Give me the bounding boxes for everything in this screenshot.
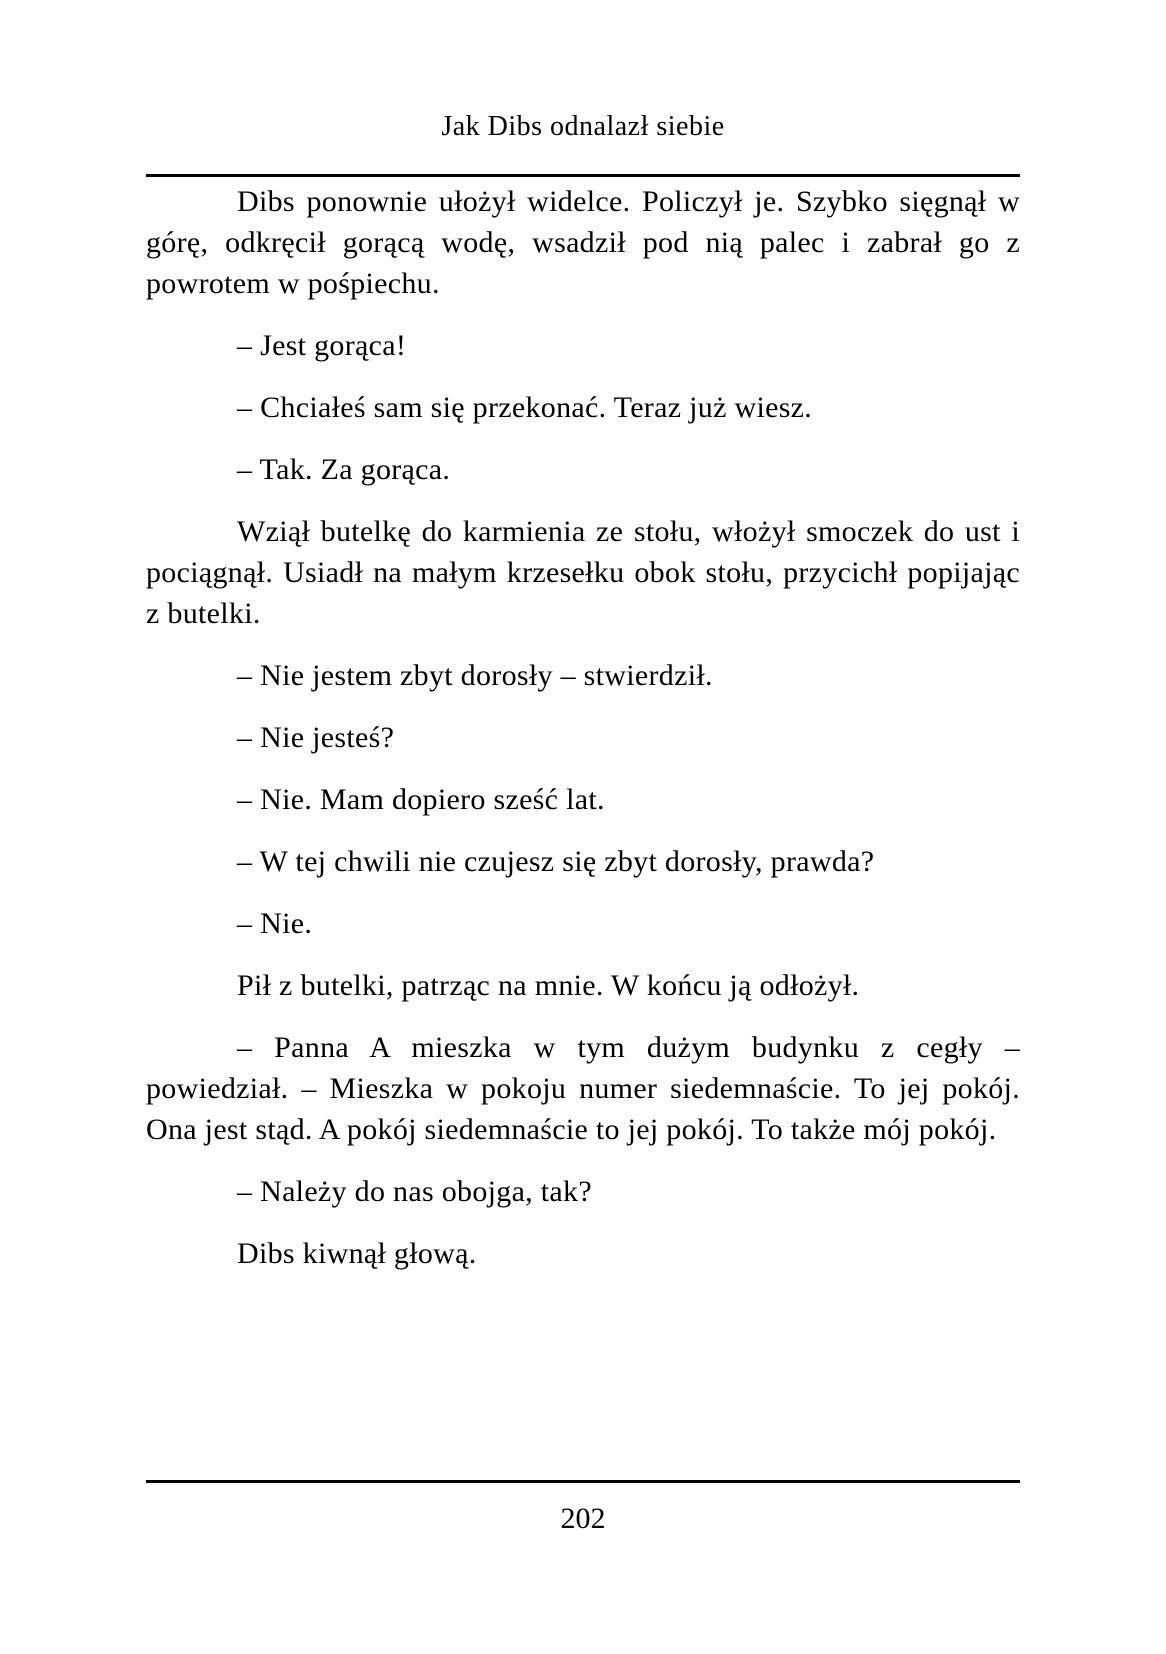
paragraph: – Nie. Mam dopiero sześć lat. — [237, 783, 605, 816]
paragraph: – Nie jesteś? — [237, 721, 395, 754]
header-rule — [146, 174, 1020, 177]
page-number: 202 — [560, 1502, 606, 1535]
paragraph: – Chciałeś sam się przekonać. Teraz już wiesz. — [237, 391, 813, 424]
paragraph: – Tak. Za gorąca. — [237, 453, 451, 486]
page-body — [146, 181, 1020, 1295]
paragraph: Pił z butelki, patrząc na mnie. W końcu ją odłożył. — [237, 969, 860, 1002]
footer-rule — [146, 1480, 1020, 1483]
running-header: Jak Dibs odnalazł siebie — [441, 111, 725, 142]
paragraph: – W tej chwili nie czujesz się zbyt dorosły, prawda? — [237, 845, 875, 878]
paragraph: Dibs kiwnął głową. — [237, 1237, 477, 1270]
paragraph: – Należy do nas obojga, tak? — [237, 1175, 592, 1208]
paragraph: – Panna A mieszka w tym dużym budynku z cegły – powiedział. – Mieszka w pokoju numer siedemnaście. To jej pokój. Ona jest stąd. A pokój siedemnaście to jej pokój. To także mój pokój. — [146, 1031, 1020, 1146]
paragraph: Dibs ponownie ułożył widelce. Policzył je. Szybko sięgnął w górę, odkręcił gorącą wodę, wsadził pod nią palec i zabrał go z powrotem w pośpiechu. — [146, 185, 1020, 300]
paragraph: – Jest gorąca! — [237, 329, 407, 362]
paragraph: – Nie. — [237, 907, 313, 940]
paragraph: Wziął butelkę do karmienia ze stołu, włożył smoczek do ust i pociągnął. Usiadł na małym krzesełku obok stołu, przycichł popijając z butelki. — [146, 515, 1020, 630]
paragraph: – Nie jestem zbyt dorosły – stwierdził. — [237, 659, 713, 692]
